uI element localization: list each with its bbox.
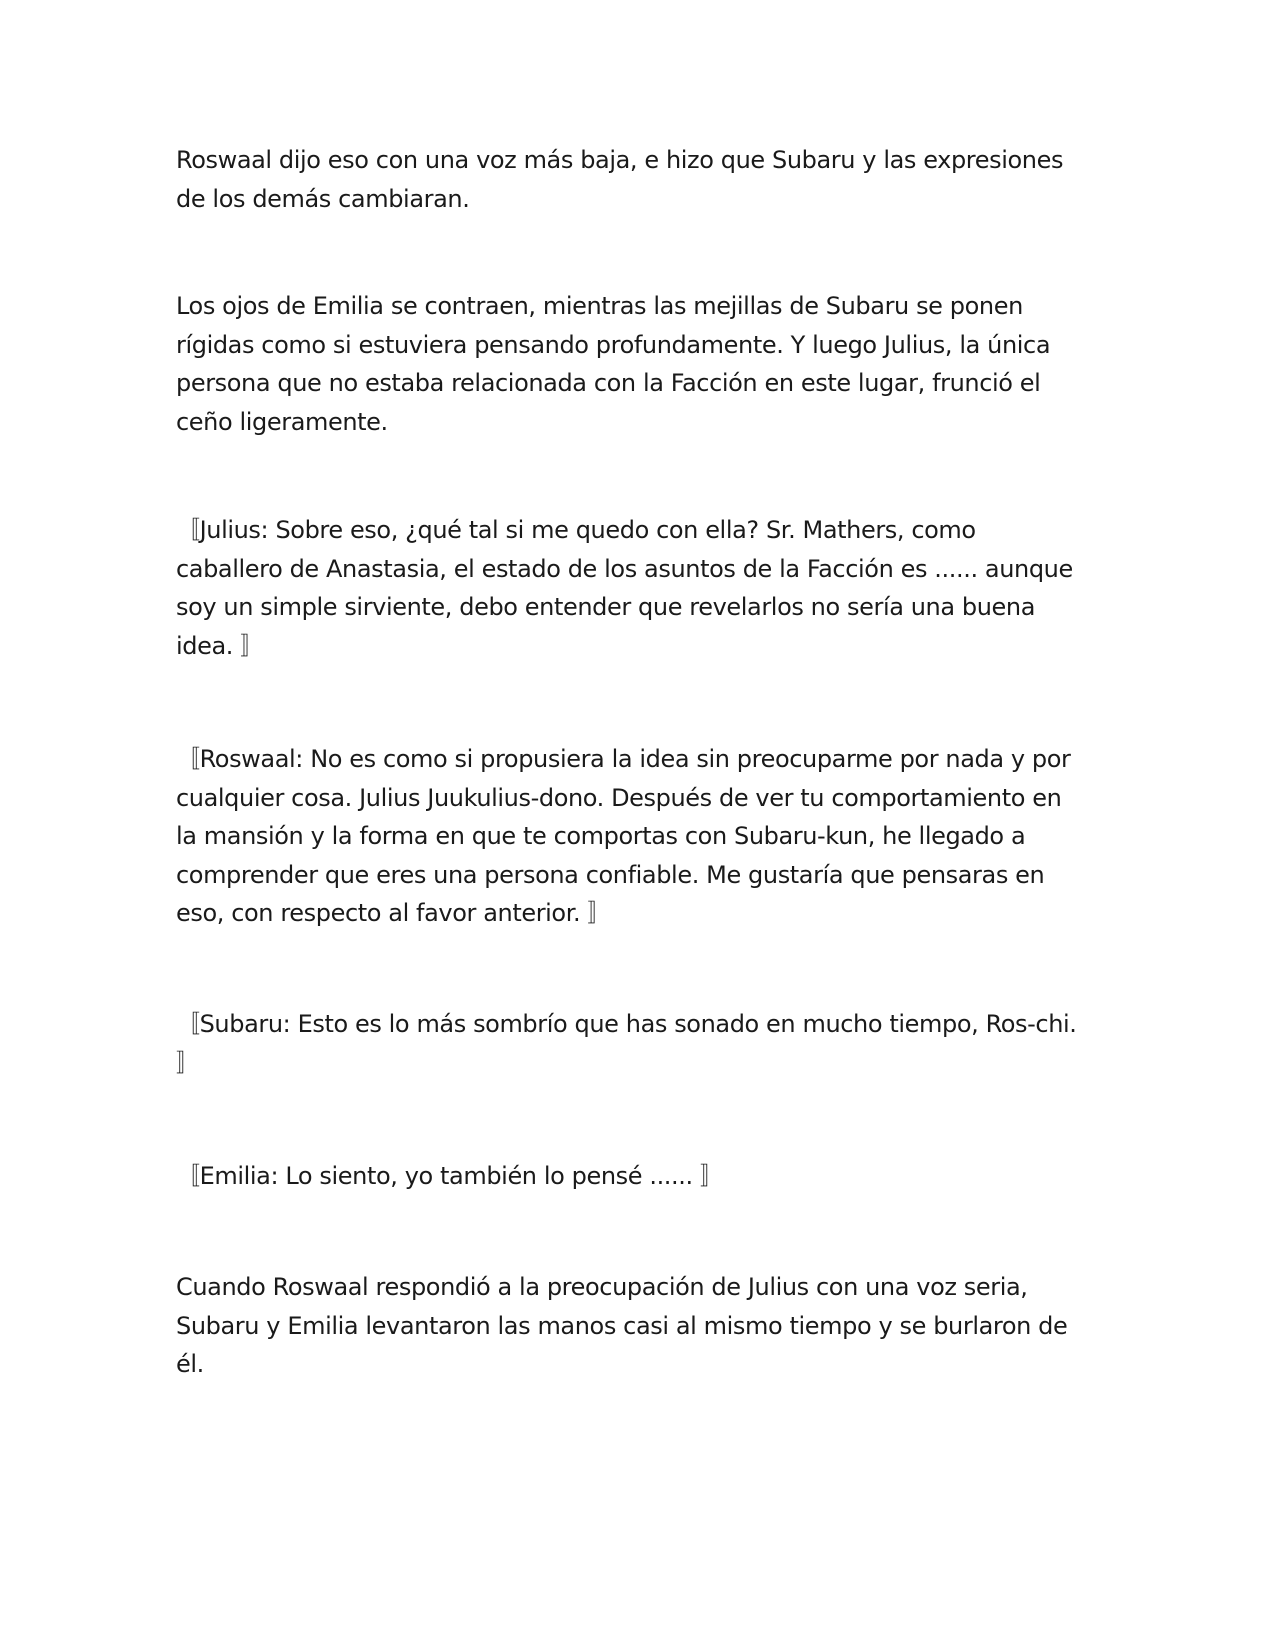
paragraph-line: persona que no estaba relacionada con la Facción en este lugar, frunció el [176,369,1041,397]
paragraph-line: eso, con respecto al favor anterior. 〛 [176,899,612,927]
paragraph-7 [176,1268,1106,1384]
paragraph-line: comprender que eres una persona confiable. Me gustaría que pensaras en [176,860,1045,889]
paragraph-line: ceño ligeramente. [176,407,388,436]
paragraph-line: cualquier cosa. Julius Juukulius-dono. Después de ver tu comportamiento en [176,783,1062,812]
paragraph-line: él. [176,1350,204,1378]
paragraph-line: 〛 [176,1048,200,1077]
paragraph-line: rígidas como si estuviera pensando profundamente. Y luego Julius, la única [176,330,1051,359]
paragraph-line: caballero de Anastasia, el estado de los asuntos de la Facción es ...... aunque [176,554,1073,583]
paragraph-1 [176,141,1106,218]
paragraph-line: Los ojos de Emilia se contraen, mientras las mejillas de Subaru se ponen [176,292,1023,320]
paragraph-line: idea. 〛 [176,631,264,660]
paragraph-line: de los demás cambiaran. [176,184,470,213]
paragraph-line: 〚Julius: Sobre eso, ¿qué tal si me quedo con ella? Sr. Mathers, como [176,516,976,544]
paragraph-line: Roswaal dijo eso con una voz más baja, e hizo que Subaru y las expresiones [176,146,1064,174]
paragraph-line: la mansión y la forma en que te comportas con Subaru-kun, he llegado a [176,822,1026,850]
paragraph-line: soy un simple sirviente, debo entender que revelarlos no sería una buena [176,593,1036,621]
dialogue-emilia [176,1157,1106,1196]
paragraph-line: 〚Roswaal: No es como si propusiera la idea sin preocuparme por nada y por [176,745,1071,773]
dialogue-julius [176,511,1106,665]
paragraph-line: 〚Subaru: Esto es lo más sombrío que has sonado en mucho tiempo, Ros-chi. [176,1010,1077,1038]
paragraph-line: Subaru y Emilia levantaron las manos casi al mismo tiempo y se burlaron de [176,1311,1068,1340]
paragraph-line: Cuando Roswaal respondió a la preocupación de Julius con una voz seria, [176,1273,1028,1301]
paragraph-line: 〚Emilia: Lo siento, yo también lo pensé ...... 〛 [176,1162,724,1190]
paragraph-2 [176,287,1106,441]
dialogue-roswaal [176,740,1106,933]
dialogue-subaru [176,1005,1106,1082]
